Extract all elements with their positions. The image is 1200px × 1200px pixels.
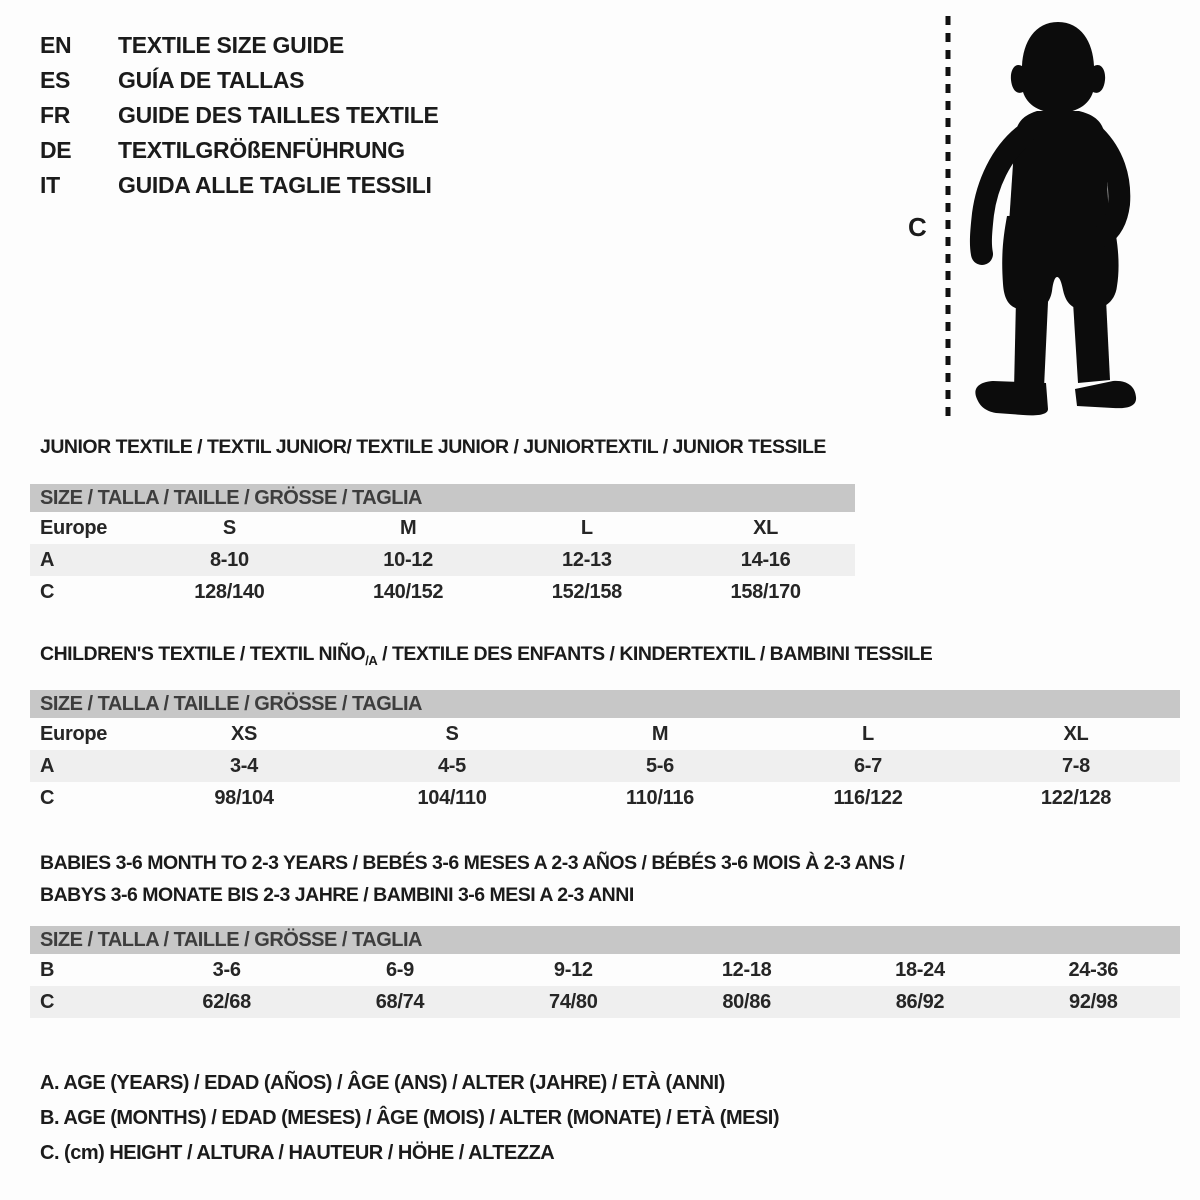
language-row [40,98,439,133]
language-row [40,168,439,203]
height-cell: 158/170 [730,580,801,603]
row-label: A [40,754,55,777]
height-cell: 104/110 [417,786,487,809]
row-label: C [40,580,55,603]
age-cell: 4-5 [437,754,466,777]
row-label: C [40,990,55,1013]
babies-section-title-line1: BABIES 3-6 MONTH TO 2-3 YEARS / BEBÉS 3-6 MESES A 2-3 AÑOS / BÉBÉS 3-6 MOIS À 2-3 ANS / [40,852,905,874]
language-code: DE [40,137,72,163]
children-title-prefix: CHILDREN'S TEXTILE / TEXTIL NIÑO [40,643,366,665]
size-cell: S [445,722,459,745]
size-header-bar: SIZE / TALLA / TAILLE / GRÖSSE / TAGLIA [30,484,855,512]
height-cell: 74/80 [549,990,598,1013]
language-code: ES [40,67,71,93]
age-cell: 3-6 [212,958,241,981]
language-title: GUIDA ALLE TAGLIE TESSILI [118,172,432,198]
age-cell: 6-7 [853,754,882,777]
height-cell: 140/152 [373,580,444,603]
age-cell: 5-6 [645,754,674,777]
language-code: FR [40,102,71,128]
size-header-bar: SIZE / TALLA / TAILLE / GRÖSSE / TAGLIA [30,926,1180,954]
junior-size-table [30,484,855,608]
language-title-block [40,28,439,203]
size-cell: XL [1063,722,1089,745]
table-row [30,954,1180,986]
height-cell: 86/92 [895,990,945,1013]
table-row [30,718,1180,750]
children-title-subscript: /A [365,652,378,668]
height-cell: 98/104 [214,786,274,809]
size-cell: M [651,722,669,745]
height-cell: 62/68 [202,990,251,1013]
language-title: GUIDE DES TAILLES TEXTILE [118,102,439,128]
table-row [30,576,855,608]
age-cell: 18-24 [895,958,945,981]
age-cell: 12-18 [721,958,772,981]
height-cell: 152/158 [551,580,622,603]
height-cell: 68/74 [375,990,425,1013]
babies-section-title-line2: BABYS 3-6 MONATE BIS 2-3 JAHRE / BAMBINI 3-6 MESI A 2-3 ANNI [40,884,634,906]
age-cell: 9-12 [553,958,593,981]
age-cell: 6-9 [385,958,414,981]
height-cell: 80/86 [722,990,771,1013]
row-label: Europe [40,722,108,745]
children-title-suffix: / TEXTILE DES ENFANTS / KINDERTEXTIL / BAMBINI TESSILE [377,643,933,665]
size-cell: XL [753,516,779,539]
children-size-table [30,690,1180,814]
language-code: IT [40,172,60,198]
language-code: EN [40,32,72,58]
legend-line-a: A. AGE (YEARS) / EDAD (AÑOS) / ÂGE (ANS) / ALTER (JAHRE) / ETÀ (ANNI) [40,1072,725,1094]
height-cell: 128/140 [194,580,265,603]
table-row [30,986,1180,1018]
height-cell: 92/98 [1069,990,1118,1013]
table-row [30,782,1180,814]
height-measure-dashed-line [944,16,954,420]
language-row [40,133,439,168]
height-cell: 110/116 [626,786,694,809]
size-header-bar: SIZE / TALLA / TAILLE / GRÖSSE / TAGLIA [30,690,1180,718]
age-cell: 10-12 [383,548,433,571]
height-cell: 122/128 [1040,786,1112,809]
height-cell: 116/122 [833,786,903,809]
row-label: Europe [40,516,108,539]
table-row [30,750,1180,782]
table-row [30,512,855,544]
age-cell: 24-36 [1068,958,1119,981]
age-cell: 7-8 [1061,754,1090,777]
babies-size-table [30,926,1180,1018]
language-title: TEXTILGRÖßENFÜHRUNG [118,137,405,163]
age-cell: 8-10 [209,548,249,571]
size-cell: L [580,516,593,539]
age-cell: 12-13 [562,548,612,571]
row-label: B [40,958,55,981]
language-title: GUÍA DE TALLAS [118,67,305,93]
junior-section-title: JUNIOR TEXTILE / TEXTIL JUNIOR/ TEXTILE JUNIOR / JUNIORTEXTIL / JUNIOR TESSILE [40,436,826,458]
row-label: C [40,786,55,809]
measure-label-c: C [908,212,927,242]
table-row [30,544,855,576]
row-label: A [40,548,55,571]
size-cell: S [222,516,236,539]
size-cell: XS [230,722,258,745]
legend-line-b: B. AGE (MONTHS) / EDAD (MESES) / ÂGE (MOIS) / ALTER (MONATE) / ETÀ (MESI) [40,1107,780,1129]
language-row [40,28,439,63]
age-cell: 3-4 [229,754,258,777]
language-row [40,63,439,98]
age-cell: 14-16 [740,548,791,571]
size-cell: M [399,516,417,539]
children-section-title [40,643,932,668]
legend-line-c: C. (cm) HEIGHT / ALTURA / HAUTEUR / HÖHE / ALTEZZA [40,1142,555,1164]
language-title: TEXTILE SIZE GUIDE [118,32,344,58]
size-cell: L [862,722,874,745]
toddler-silhouette-icon [963,16,1141,421]
